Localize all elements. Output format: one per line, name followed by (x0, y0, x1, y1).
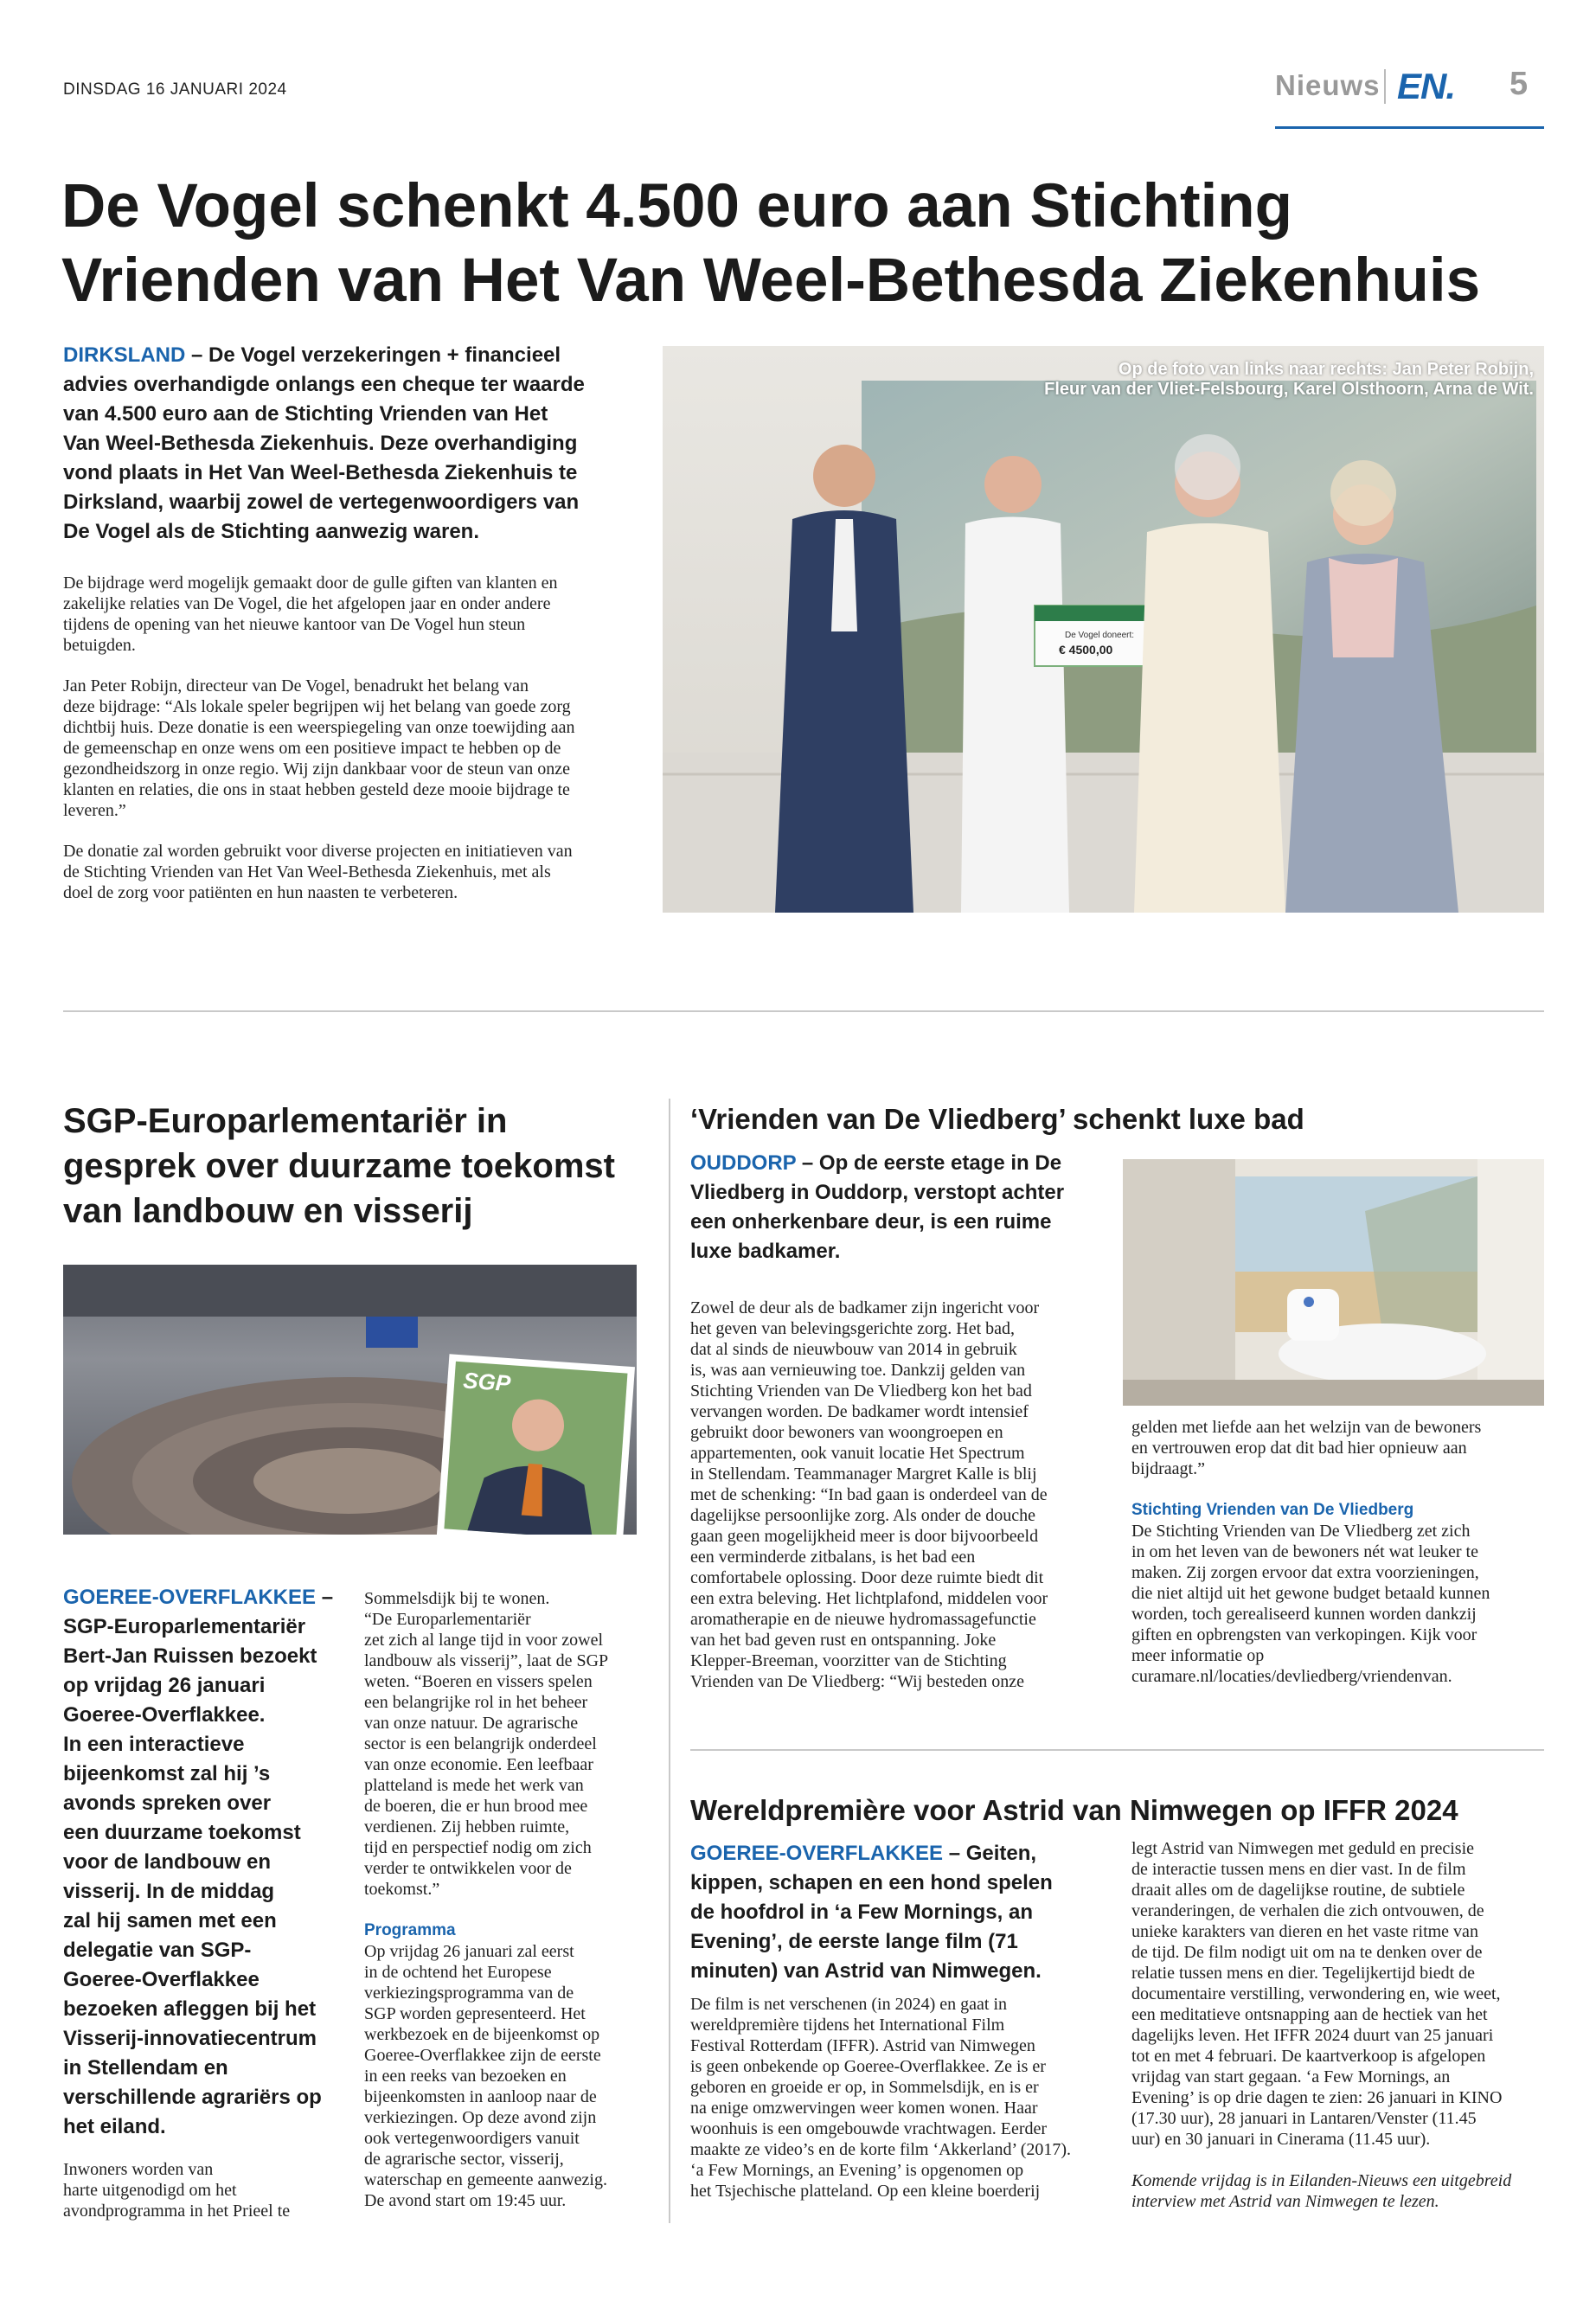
issue-date: DINSDAG 16 JANUARI 2024 (63, 80, 287, 99)
parliament-photo-image (63, 1265, 637, 1535)
article1-lead: DIRKSLAND – De Vogel verzekeringen + financieel advies overhandigde onlangs een cheque ter waarde van 4.500 euro aan de Stichting Vrienden van Het Van Weel-Bethesda Ziekenhuis. Deze overhandiging vond plaats in Het Van Weel-Bethesda Ziekenhuis te Dirksland, waarbij zowel de vertegenwoordigers van De Vogel als de Stichting aanwezig waren. (63, 343, 585, 543)
article4-col2-text: legt Astrid van Nimwegen met geduld en precisie de interactie tussen mens en dier vast. In de film draait alles om de dagelijkse routine, de subtiele veranderingen, de verhalen die zich ontvouwen, de unieke karakters van dieren en het vaste ritme van de tijd. De film nodigt uit om na te denken over de relatie tussen mens en dier. Tegelijkertijd biedt de documentaire verstilling, verwondering en, wie weet, een meditatieve ontsnapping aan de hectiek van het dagelijks leven. Het IFFR 2024 duurt van 25 januari tot en met 4 februari. De kaartverkoop is afgelopen vrijdag van start gegaan. ‘a Few Mornings, an Evening’ is op drie dagen te zien: 26 januari in KINO (17.30 uur), 28 januari in Lantaren/Venster (11.45 uur) en 30 januari in Cinerama (11.45 uur). Komende vrijdag is in Eilanden-Nieuws een uitgebreid interview met Astrid van Nimwegen te lezen. (1131, 1838, 1547, 2212)
article1-body (63, 573, 660, 903)
article1-dateline: DIRKSLAND (63, 343, 186, 367)
article3-dateline: OUDDORP (690, 1151, 797, 1175)
article3-subhead: Stichting Vrienden van De Vliedberg (1131, 1501, 1414, 1519)
article4-col1-text: De film is net verschenen (in 2024) en gaat in wereldpremière tijdens het International Film Festival Rotterdam (IFFR). Astrid van Nimwegen is geen onbekende op Goeree-Overflakkee. Ze is er geboren en groeide er op, in Sommelsdijk, en is er na enige omzwervingen weer komen wonen. Haar woonhuis is een omgebouwde vrachtwagen. Eerder maakte ze video’s en de korte film ‘Akkerland’ (2017). ‘a Few Mornings, an Evening’ is opgenomen op het Tsjechische platteland. Op een kleine boerderij (690, 1995, 1072, 2201)
section-label: Nieuws (1275, 69, 1381, 101)
header-divider (1384, 69, 1386, 104)
article1-paragraph: De donatie zal worden gebruikt voor diverse projecten en initiatieven van de Stichting Vrienden van Het Van Weel-Bethesda Ziekenhuis, met als doel de zorg voor patiënten en hun naasten te verbeteren. (63, 842, 573, 902)
header-rule (1275, 126, 1544, 129)
cheque-amount: € 4500,00 (1059, 643, 1113, 657)
article1-paragraph: Jan Peter Robijn, directeur van De Vogel, benadrukt het belang van deze bijdrage: “Als lokale speler begrijpen wij het belang van goede zorg dichtbij huis. Deze donatie is een weerspiegeling van onze toewijding aan de gemeenschap en onze wens om een positieve impact te hebben op de gezondheidszorg in onze regio. Wij zijn dankbaar voor de steun van onze klanten en relaties, die ons in staat hebben gesteld deze mooie bijdrage te leveren.” (63, 676, 575, 820)
article1-paragraph: De bijdrage werd mogelijk gemaakt door de gulle giften van klanten en zakelijke relaties van De Vogel, die het afgelopen jaar en onder andere tijdens de opening van het nieuwe kantoor van De Vogel hun steun betuigden. (63, 574, 558, 655)
article2-subhead: Programma (364, 1921, 456, 1939)
article2-lead: GOEREE-OVERFLAKKEE – SGP-Europarlementariër Bert-Jan Ruissen bezoekt op vrijdag 26 januari Goeree-Overflakkee. In een interactieve bijeenkomst zal hij ’s avonds spreken over een duurzame toekomst voor de landbouw en visserij. In de middag zal hij samen met een delegatie van SGP- Goeree-Overflakkee bezoeken afleggen bij het Visserij-innovatiecentrum in Stellendam en verschillende agrariërs op het eiland. (63, 1586, 334, 2138)
article3-headline: ‘Vrienden van De Vliedberg’ schenkt luxe bad (690, 1103, 1304, 1135)
article1-headline-line2: Vrienden van Het Van Weel-Bethesda Ziekenhuis (61, 247, 1481, 315)
article-divider (690, 1749, 1544, 1751)
article4-note: Komende vrijdag is in Eilanden-Nieuws een uitgebreid interview met Astrid van Nimwegen te lezen. (1131, 2171, 1512, 2211)
column-divider (669, 1099, 670, 2223)
page-number: 5 (1509, 66, 1529, 102)
article3-lead: OUDDORP – Op de eerste etage in De Vliedberg in Ouddorp, verstopt achter een onherkenbare deur, is een ruime luxe badkamer. (690, 1151, 1065, 1263)
article1-caption: Op de foto van links naar rechts: Jan Peter Robijn, Fleur van der Vliet-Felsbourg, Karel Olsthoorn, Arna de Wit. (1044, 360, 1534, 399)
article2-col2-text: Sommelsdijk bij te wonen. “De Europarlementariër zet zich al lange tijd in voor zowel landbouw als visserij”, laat de SGP weten. “Boeren en vissers spelen een belangrijke rol in het beheer van onze natuur. De agrarische sector is een belangrijk onderdeel van onze economie. Een leefbaar platteland is mede het werk van de boeren, die er hun brood mee verdienen. Zij hebben ruimte, tijd en perspectief nodig om zich verder te ontwikkelen voor de toekomst.” Programma Op vrijdag 26 januari zal eerst in de ochtend het Europese verkiezingsprogramma van de SGP worden gepresenteerd. Het werkbezoek en de bijeenkomst op Goeree-Overflakkee zijn de eerste in een reeks van bezoeken en bijeenkomsten in aanloop naar de verkiezingen. Op deze avond zijn ook vertegenwoordigers vanuit de agrarische sector, visserij, waterschap en gemeente aanwezig. De avond start om 19:45 uur. (364, 1588, 658, 2211)
article2-headline: SGP-Europarlementariër in gesprek over duurzame toekomst van landbouw en visserij (63, 1102, 615, 1230)
group-photo-image (663, 346, 1544, 913)
section-divider (63, 1010, 1544, 1012)
article1-photo (663, 346, 1544, 913)
article4-headline: Wereldpremière voor Astrid van Nimwegen op IFFR 2024 (690, 1794, 1458, 1826)
article4-lead: GOEREE-OVERFLAKKEE – Geiten, kippen, schapen en een hond spelen de hoofdrol in ‘a Few Mornings, an Evening’, de eerste lange film (71 minuten) van Astrid van Nimwegen. (690, 1842, 1053, 1983)
article3-col2-text: gelden met liefde aan het welzijn van de bewoners en vertrouwen erop dat dit bad hier opnieuw aan bijdraagt.” Stichting Vrienden van De Vliedberg De Stichting Vrienden van De Vliedberg zet zich in om het leven van de bewoners nét wat leuker te maken. Zij zorgen ervoor dat extra voorzieningen, die niet altijd uit het gewone budget betaald kunnen worden, toch gerealiseerd kunnen worden dankzij giften en opbrengsten van verkopingen. Kijk voor meer informatie op curamare.nl/locaties/devliedberg/vriendenvan. (1131, 1417, 1547, 1687)
article2-col1-text: Inwoners worden van harte uitgenodigd om het avondprogramma in het Prieel te (63, 2160, 291, 2221)
eu-flag (366, 1317, 418, 1348)
cheque-label: De Vogel doneert: (1065, 631, 1135, 640)
publication-logo: EN. (1397, 66, 1456, 106)
article1-headline-line1: De Vogel schenkt 4.500 euro aan Stichting (61, 172, 1293, 240)
article4-dateline: GOEREE-OVERFLAKKEE (690, 1842, 944, 1865)
article1-headline (61, 170, 1549, 318)
article2-dateline: GOEREE-OVERFLAKKEE (63, 1586, 317, 1609)
article2-photo (63, 1265, 637, 1535)
bathroom-photo-image (1123, 1159, 1544, 1406)
sgp-badge: SGP (462, 1367, 512, 1397)
article3-col1-text: Zowel de deur als de badkamer zijn ingericht voor het geven van belevingsgerichte zorg. Het bad, dat al sinds de nieuwbouw van 2014 in gebruik is, was aan vernieuwing toe. Dankzij gelden van Stichting Vrienden van De Vliedberg kon het bad vervangen worden. De badkamer wordt intensief gebruikt door bewoners van woongroepen en appartementen, ook vanuit locatie Het Spectrum in Stellendam. Teammanager Margret Kalle is blij met de schenking: “In bad gaan is onderdeel van de dagelijkse persoonlijke zorg. Als onder de douche gaan geen mogelijkheid meer is door bijvoorbeeld een verminderde zitbalans, is het bad een comfortabele oplossing. Door deze ruimte biedt dit een extra beleving. Het lichtplafond, middelen voor aromatherapie en de nieuwe hydromassagefunctie van het bad geven rust en ontspanning. Joke Klepper-Breeman, voorzitter van de Stichting Vrienden van De Vliedberg: “Wij besteden onze (690, 1298, 1048, 1691)
curamare-link: curamare.nl/locaties/devliedberg/vriendenvan. (1131, 1667, 1452, 1686)
article3-photo (1123, 1159, 1544, 1406)
